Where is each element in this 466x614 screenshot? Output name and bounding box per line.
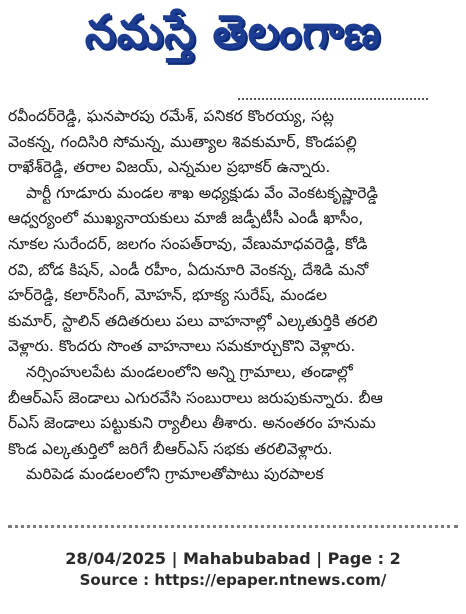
article-line: ర్ఎస్ జెండాలు పట్టుకుని ర్యాలీలు తీశారు. అనంతరం హనుమ (8, 414, 376, 433)
article-line: రవి, బోడ కిషన్, ఎండీ రహీం, ఏదునూరి వెంకన్న, దేశిడి మనో (8, 260, 369, 279)
article-line: వెంకన్న, గందిసిరి సోమన్న, ముత్యాల శివకుమార్, కొండపల్లి (8, 132, 357, 151)
article-line: రాఖేశ్‌రెడ్డి, తరాల విజయ్, ఎన్నమల ప్రభాకర్ ఉన్నారు. (8, 158, 331, 177)
article-text (8, 96, 458, 488)
footer-date-line: 28/04/2025 | Mahabubabad | Page : 2 (65, 549, 401, 568)
newspaper-logo: నమస్తే తెలంగాణ (84, 5, 382, 59)
article-line: నూకల సురేందర్, జలగం సంపత్‌రావు, వేణుమాధవరెడ్డి, కోడి (8, 234, 368, 253)
article-line: బీఆర్ఎస్ జెండాలు ఎగురవేసి సంబురాలు జరుపుకున్నారు. బీఆ (8, 388, 383, 407)
article-line: పార్టీ గూడూరు మండల శాఖ అధ్యక్షుడు వేం వెంకటకృష్ణారెడ్డి (26, 183, 378, 202)
clip-bottom-edge (8, 522, 458, 532)
footer-source-line: Source : https://epaper.ntnews.com/ (79, 571, 387, 589)
article-line: మరిపెడ మండలంలోని గ్రామాలతోపాటు పురపాలక (26, 465, 324, 484)
article-line: కొండ ఎల్కతుర్తిలో జరిగే బీఆర్ఎస్ సభకు తరలివెళ్లారు. (8, 439, 333, 458)
article-line: నర్సింహులపేట మండలంలోని అన్ని గ్రామాలు, తండాల్లో (26, 362, 353, 381)
footer (0, 548, 466, 590)
article-line: హర్‌రెడ్డి, కలార్‌సింగ్, మోహన్, భూక్య సురేష్, మండల (8, 286, 327, 305)
article-line: వెళ్లారు. కొందరు సొంత వాహనాలు సమకూర్చుకొని వెళ్లారు. (8, 337, 356, 356)
clip-top-edge (8, 96, 458, 104)
article-line: కుమార్, స్టాలిన్ తదితరులు పలు వాహనాల్లో ఎల్కతుర్తికి తరలి (8, 311, 378, 330)
article-line: రవీందర్‌రెడ్డి, ఘనపారపు రమేశ్, పనికర కొంరయ్య, సట్ల (8, 107, 335, 125)
article-line: ఆధ్వర్యంలో ముఖ్యనాయకులు మాజీ జడ్పీటీసీ ఎండీ ఖాసీం, (8, 209, 364, 228)
masthead (0, 0, 466, 76)
article-clip (8, 96, 458, 532)
